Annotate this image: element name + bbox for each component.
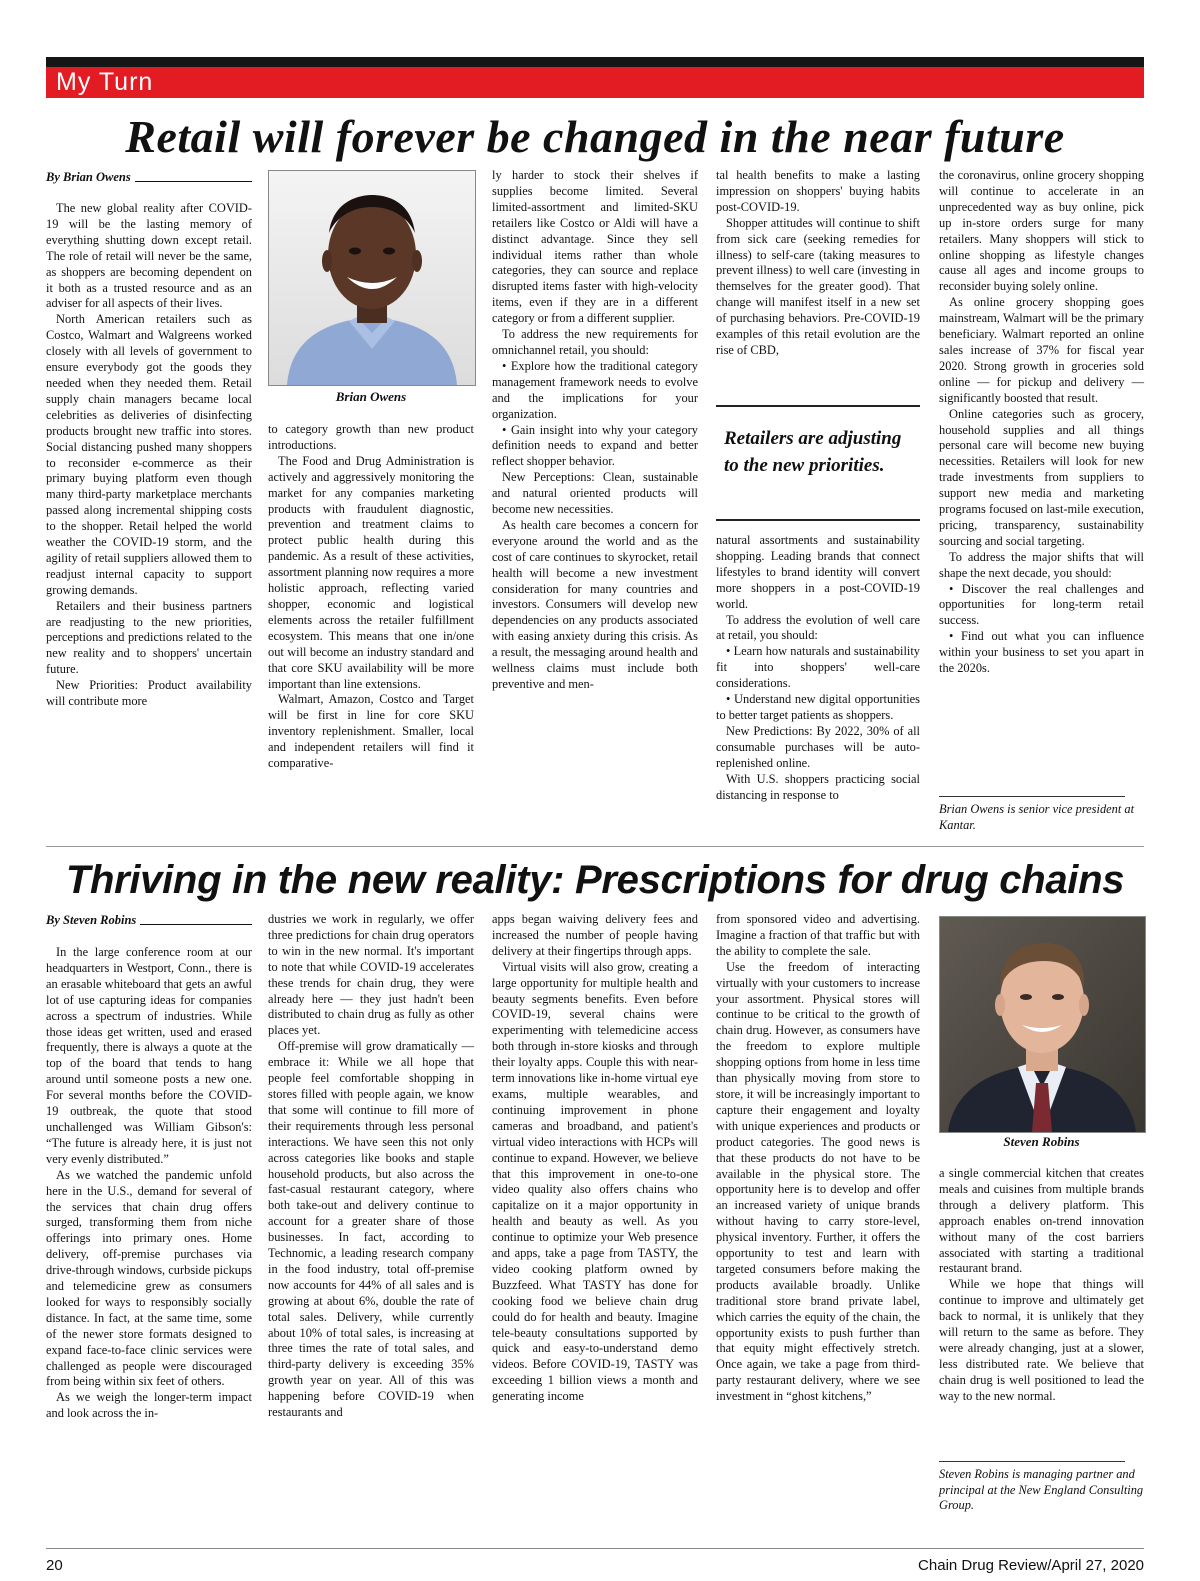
- paragraph: The new global reality after COVID-19 will be the lasting memory of everything shutting down except retail. The role of retail will never be the same, as shoppers are becoming dependent on it both as a trusted resource and as an adviser for all aspects of their lives.: [46, 201, 252, 311]
- article1-headline: Retail will forever be changed in the near future: [125, 111, 1065, 162]
- pull-quote: Retailers are adjusting to the new priorities.: [724, 428, 902, 476]
- paragraph: ly harder to stock their shelves if supplies become limited. Several limited-assortment and limited-SKU retailers like Costco or Aldi will have a distinct advantage. Since they sell individual items rather than whole categories, they can source and replace disrupted items faster with high-velocity items, even if they are in a different category or from a different supplier.: [492, 168, 698, 326]
- paragraph: Retailers and their business partners are readjusting to the new priorities, perceptions and predictions related to the new reality and to shoppers' uncertain future.: [46, 598, 252, 677]
- byline-rule: [140, 917, 252, 925]
- paragraph: natural assortments and sustainability shopping. Leading brands that connect lifestyles to brand identity will convert more shoppers in a post-COVID-19 world.: [716, 533, 920, 611]
- article2-column-4: [716, 912, 920, 1405]
- paragraph: As we watched the pandemic unfold here in the U.S., demand for several of the services that chain drug offers surged, transforming them from niche offerings into primary ones. Home delivery, off-premise purchases via drive-through windows, curbside pickups and telemedicine grew as consumers looked for ways to responsibly socially distance. In fact, at the same time, some of the newer store formats designed to expand face-to-face clinic services were challenged as people were discouraged from being within six feet of others.: [46, 1167, 252, 1389]
- article1-column-1: [46, 201, 252, 710]
- article2-column-1: [46, 945, 252, 1422]
- paragraph: Online categories such as grocery, household supplies and all things personal care will become new buying necessities. Retailers will look for new trade investments from suppliers to support new media and marketing programs focused on last-mile execution, pricing, transparency, sustainability sourcing and social targeting.: [939, 406, 1144, 548]
- paragraph: Off-premise will grow dramatically — embrace it: While we all hope that people feel comfortable shopping in stores filled with people again, we know that some will continue to fill more of their requirements through less personal interactions. We have seen this not only across categories like books and staple household products, but also across the fast-casual restaurant category, where both take-out and delivery continue to account for a greater share of those businesses. In fact, according to Technomic, a leading research company in the food industry, total off-premise now accounts for 44% of all sales and is growing at about 6%, double the rate of total sales. Delivery, while currently about 10% of total sales, is increasing at three times the rate of total sales, and third-party delivery is exceeding 35% growth year on year. All of this was happening before COVID-19 when restaurants and: [268, 1039, 474, 1420]
- bullet-item: • Discover the real challenges and opportunities for long-term retail success.: [939, 581, 1144, 628]
- footer-rule: [46, 1548, 1144, 1549]
- bio-rule: [939, 796, 1125, 797]
- article1-author-bio: Brian Owens is senior vice president at Kantar.: [939, 802, 1135, 832]
- paragraph: While we hope that things will continue to improve and ultimately get back to normal, it is unlikely that they will return to the same as before. They were already changing, just at a slower, less distributed rate. We believe that chain drug is well positioned to lead the way to the new normal.: [939, 1277, 1144, 1403]
- paragraph: Virtual visits will also grow, creating a large opportunity for multiple health and beauty segments benefits. Even before COVID-19, several chains were experimenting with telemedicine access both through in-store kiosks and through their loyalty apps. Couple this with near-term innovations like in-home virtual eye exams, multiple wearables, and continuing improvement in phone cameras and broadband, and patient's virtual video interactions with HCPs will continue to expand. However, we believe that this improvement in one-to-one video quality also offers chains who capitalize on it a major opportunity in health and beauty as well. As you continue to optimize your Web presence and apps, take a page from TASTY, the video cooking platform owned by Buzzfeed. What TASTY has done for cooking food we believe chain drug could do for health and beauty. Imagine tele-beauty consultations supported by quick and easy-to-understand demo videos. Before COVID-19, TASTY was exceeding 1 billion views a month and generating income: [492, 959, 698, 1404]
- article2-column-2: [268, 912, 474, 1421]
- paragraph: from sponsored video and advertising. Imagine a fraction of that traffic but with the ability to complete the sale.: [716, 912, 920, 958]
- article1-column-4-bottom: [716, 533, 920, 803]
- article1-column-2: [268, 422, 474, 772]
- paragraph: the coronavirus, online grocery shopping will continue to accelerate in an unprecedented way as buy online, pick up in-store orders surge for many retailers. Many shoppers will stick to online shopping as lifestyle changes cause all ages and income groups to reconsider buying solely online.: [939, 168, 1144, 294]
- paragraph: To address the evolution of well care at retail, you should:: [716, 612, 920, 643]
- steven-robins-photo: [939, 916, 1146, 1133]
- paragraph: New Perceptions: Clean, sustainable and natural oriented products will become new necessities.: [492, 470, 698, 517]
- paragraph: New Priorities: Product availability will contribute more: [46, 678, 252, 709]
- paragraph: Shopper attitudes will continue to shift from sick care (seeking remedies for illness) to self-care (taking measures to prevent illness) to well care (investing in themselves for the greater good). That change will manifest itself in a new set of purchasing behaviors. Pre-COVID-19 examples of this retail evolution are the rise of CBD,: [716, 215, 920, 357]
- paragraph: In the large conference room at our headquarters in Westport, Conn., there is an erasable whiteboard that gets an awful lot of use capturing ideas for companies across a spectrum of industries. While those ideas get written, used and erased frequently, there is always a quote at the top of the board that tends to hang around until someone posts a new one. For several months before the COVID-19 outbreak, the quote that stood unchallenged was William Gibson's: “The future is already here, it is just not very evenly distributed.”: [46, 945, 252, 1166]
- article2-headline: Thriving in the new reality: Prescriptions for drug chains: [65, 858, 1125, 902]
- paragraph: To address the major shifts that will shape the next decade, you should:: [939, 549, 1144, 580]
- byline-rule: [135, 174, 252, 182]
- paragraph: As health care becomes a concern for everyone around the world and as the cost of care continues to skyrocket, retail health will become a new investment consideration for many countries and investors. Consumers will develop new dependencies on any products associated with easing anxiety during this crisis. As a result, the messaging around health and wellness claims must include both preventive and men-: [492, 517, 698, 691]
- article-divider: [46, 846, 1144, 847]
- publication-info: Chain Drug Review/April 27, 2020: [918, 1557, 1144, 1574]
- photo-caption-brian-owens: Brian Owens: [335, 389, 407, 404]
- paragraph: Walmart, Amazon, Costco and Target will be first in line for core SKU inventory replenishment. Smaller, local and independent retailers will find it comparative-: [268, 692, 474, 771]
- paragraph: To address the new requirements for omnichannel retail, you should:: [492, 327, 698, 357]
- article2-column-3: [492, 912, 698, 1405]
- article2-column-5: [939, 1166, 1144, 1405]
- bullet-item: • Explore how the traditional category management framework needs to evolve and the implications for your organization.: [492, 358, 698, 421]
- paragraph: The Food and Drug Administration is actively and aggressively monitoring the market for any companies marketing products with fraudulent diagnostic, prevention and treatment claims to protect public health during this pandemic. As a result of these activities, assortment planning now requires a more holistic approach, reflecting varied shopper, economic and logistical elements across the retailer fulfillment ecosystem. This means that one in/one out will become an industry standard and that core SKU availability will be more important than line extensions.: [268, 453, 474, 691]
- bullet-item: • Find out what you can influence within your business to set you apart in the 2020s.: [939, 629, 1144, 676]
- paragraph: a single commercial kitchen that creates meals and cuisines from multiple brands through a delivery platform. This approach enables on-trend innovation without many of the cost barriers associated with starting a traditional restaurant brand.: [939, 1166, 1144, 1276]
- article1-byline: [46, 170, 252, 185]
- paragraph: With U.S. shoppers practicing social distancing in response to: [716, 771, 920, 802]
- paragraph: Use the freedom of interacting virtually with your customers to increase your assortment. Physical stores will continue to be critical to the growth of chain drug. However, as consumers have the freedom to explore multiple shopping options from home in less time than physically moving from store to store, it will be increasingly important to capture their engagement and loyalty with unique experiences and products or product categories. The good news is that these products do not have to be available in the physical store. The opportunity here is to develop and offer an increased variety of unique brands without having to carry store-level, physical inventory. Further, it offers the opportunity to test and learn with targeted consumers before making the products available broadly. Unlike traditional store brand private label, which carries the equity of the chain, the opportunity exists to push further than that equity might effectively stretch. Once again, we take a page from third-party restaurant delivery, where we see investment in “ghost kitchens,”: [716, 959, 920, 1404]
- section-label: My Turn: [56, 68, 154, 96]
- bullet-item: • Learn how naturals and sustainability fit into shoppers' well-care considerations.: [716, 644, 920, 691]
- paragraph: dustries we work in regularly, we offer three predictions for chain drug operators to win in the new normal. It's important to note that while COVID-19 accelerates these trends for chain drug, they were already here — they just hadn't been distributed to chain drug as fully as other places yet.: [268, 912, 474, 1038]
- bullet-item: • Gain insight into why your category definition needs to expand and better reflect shopper behavior.: [492, 422, 698, 469]
- bullet-item: • Understand new digital opportunities to better target patients as shoppers.: [716, 692, 920, 722]
- portrait-illustration: [269, 171, 475, 385]
- article1-column-4-top: [716, 168, 920, 359]
- page-number: 20: [46, 1557, 63, 1574]
- bio-rule: [939, 1461, 1125, 1462]
- header-black-bar: [46, 57, 1144, 67]
- paragraph: New Predictions: By 2022, 30% of all consumable purchases will be auto-replenished online.: [716, 723, 920, 770]
- article2-author-bio: Steven Robins is managing partner and principal at the New England Consulting Group.: [939, 1467, 1144, 1512]
- photo-caption-steven-robins: Steven Robins: [1003, 1134, 1080, 1149]
- brian-owens-photo: [268, 170, 476, 386]
- article1-byline-text: By Brian Owens: [46, 170, 131, 184]
- article1-column-5: [939, 168, 1144, 677]
- paragraph: tal health benefits to make a lasting impression on shoppers' buying habits post-COVID-19.: [716, 168, 920, 214]
- paragraph: North American retailers such as Costco, Walmart and Walgreens worked closely with all levels of government to ensure everybody got the goods they needed when they needed them. Retail supply chain managers became local celebrities as deliveries of disinfecting products brought new traffic into stores. Social distancing pushed many shoppers to reconsider e-commerce as their primary buying platform even though many third-party marketplace merchants passed along incremental shipping costs to the shopper. Retail helped the world weather the COVID-19 storm, and the agility of retail suppliers allowed them to readjust internal capacity to support growing demands.: [46, 312, 252, 597]
- article1-column-3: [492, 168, 698, 693]
- pull-quote-box: [716, 405, 920, 521]
- article2-byline: [46, 913, 252, 928]
- paragraph: As online grocery shopping goes mainstream, Walmart will be the primary beneficiary. Walmart reported an online sales increase of 37% for fiscal year 2020. Strong growth in groceries sold online — for pickup and delivery — significantly boosted that result.: [939, 295, 1144, 405]
- portrait-illustration: [940, 917, 1145, 1132]
- section-banner: [46, 67, 1144, 98]
- article2-byline-text: By Steven Robins: [46, 913, 137, 927]
- paragraph: to category growth than new product introductions.: [268, 422, 474, 452]
- paragraph: apps began waiving delivery fees and increased the number of people having delivery at their fingertips through apps.: [492, 912, 698, 958]
- paragraph: As we weigh the longer-term impact and look across the in-: [46, 1390, 252, 1421]
